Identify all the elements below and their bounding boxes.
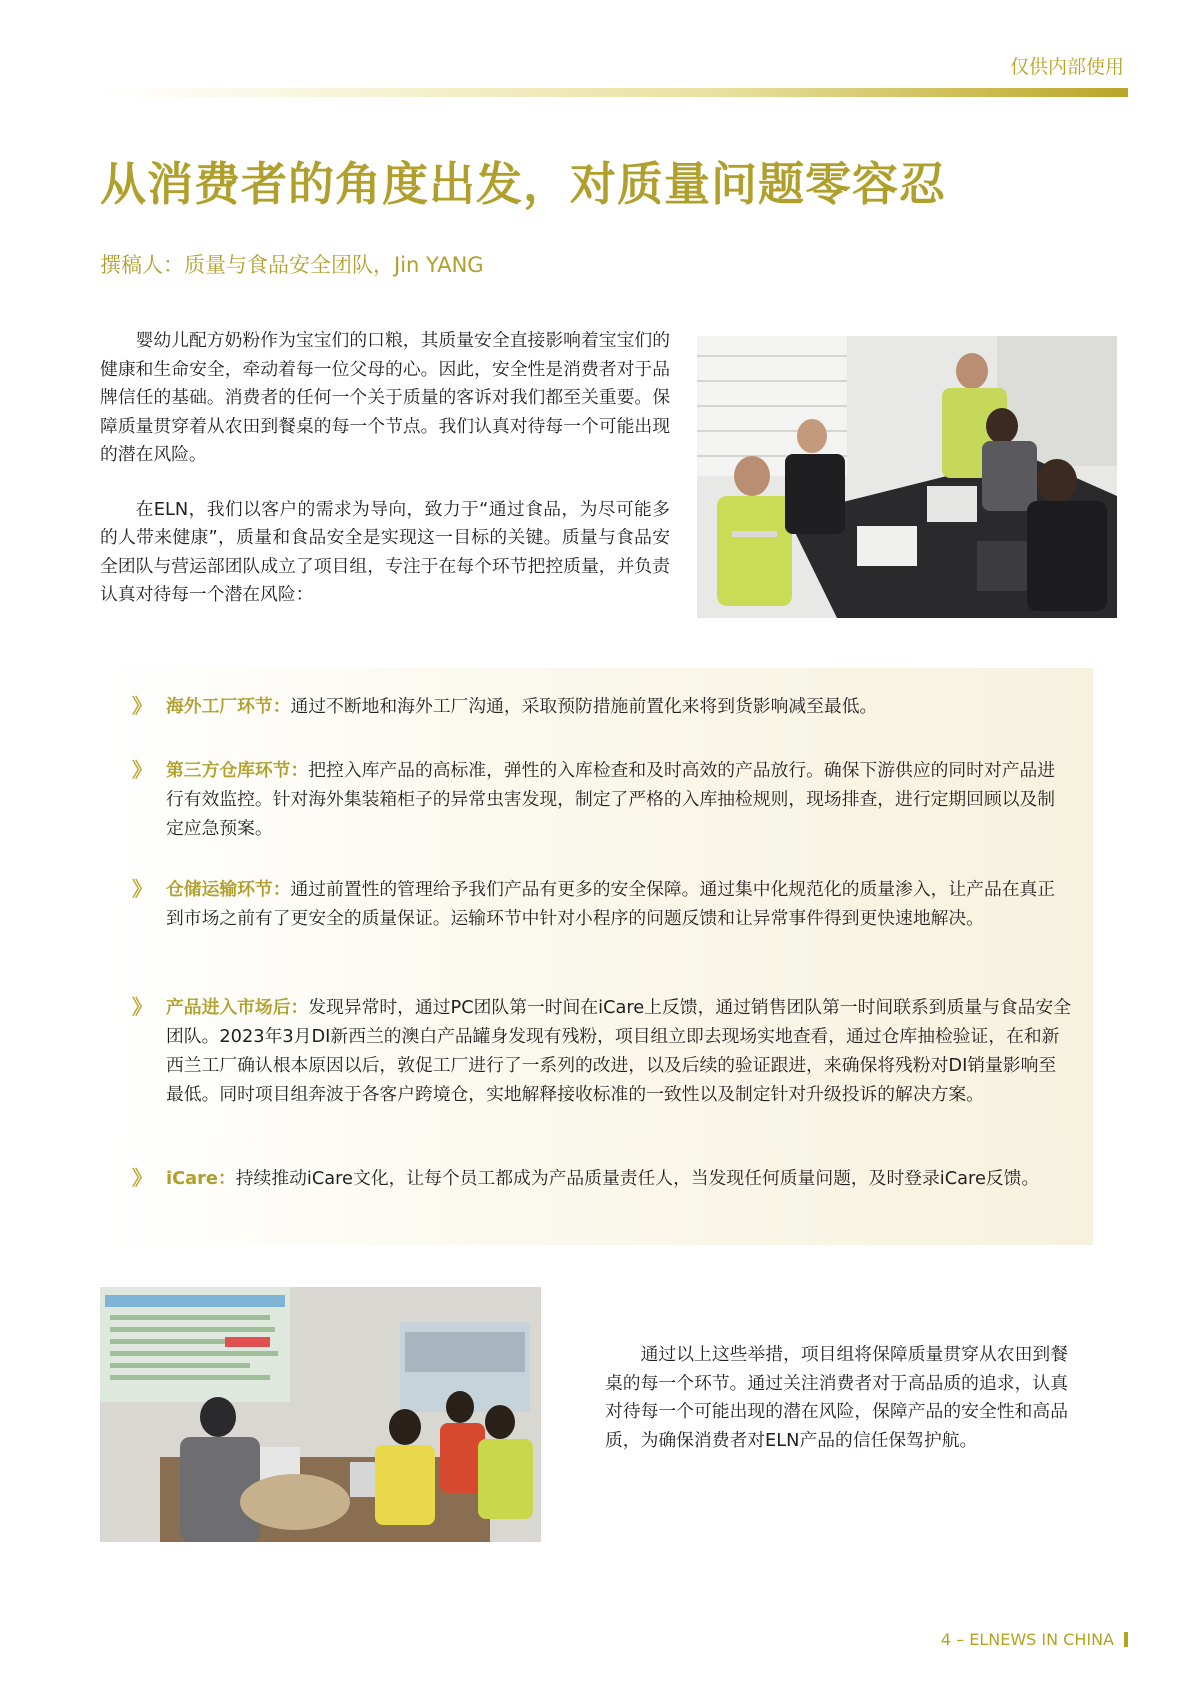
intro-paragraph: 婴幼儿配方奶粉作为宝宝们的口粮，其质量安全直接影响着宝宝们的健康和生命安全，牵动着每一位父母的心。因此，安全性是消费者对于品牌信任的基础。消费者的任何一个关于质量的客诉对我们都至关重要。保障质量贯穿着从农田到餐桌的每一个节点。我们认真对待每一个可能出现的潜在风险。	[100, 330, 670, 465]
internal-use-label: 仅供内部使用	[1009, 56, 1124, 78]
bullet-label: 仓储运输环节：	[166, 879, 291, 900]
closing-paragraph: 通过以上这些举措，项目组将保障质量贯穿从农田到餐桌的每一个环节。通过关注消费者对于高品质的追求，认真对待每一个可能出现的潜在风险，保障产品的安全性和高品质，为确保消费者对ELN产品的信任保驾护航。	[605, 1344, 1068, 1451]
meeting-photo	[697, 336, 1117, 618]
bullet-text: 通过前置性的管理给予我们产品有更多的安全保障。通过集中化规范化的质量渗入，让产品在真正到市场之前有了更安全的质量保证。运输环节中针对小程序的问题反馈和让异常事件得到更快速地解决。	[166, 879, 1056, 929]
bullet-label: 第三方仓库环节：	[166, 760, 309, 781]
list-item	[132, 875, 1071, 933]
bullet-text: 发现异常时，通过PC团队第一时间在iCare上反馈，通过销售团队第一时间联系到质量与食品安全团队。2023年3月DI新西兰的澳白产品罐身发现有残粉，项目组立即去现场实地查看，通过仓库抽检验证，在和新西兰工厂确认根本原因以后，敦促工厂进行了一系列的改进，以及后续的验证跟进，来确保将残粉对DI销量影响至最低。同时项目组奔波于各客户跨境仓，实地解释接收标准的一致性以及制定针对升级投诉的解决方案。	[166, 997, 1071, 1105]
chevron-right-icon: 》	[132, 694, 149, 718]
article-byline: 撰稿人：质量与食品安全团队，Jin YANG	[100, 253, 484, 277]
warehouse-office-photo-illustration	[100, 1287, 541, 1542]
bullet-label: 产品进入市场后：	[166, 997, 309, 1018]
bullet-text: 持续推动iCare文化，让每个员工都成为产品质量责任人，当发现任何质量问题，及时登录iCare反馈。	[235, 1168, 1040, 1189]
chevron-right-icon: 》	[132, 1166, 149, 1190]
warehouse-office-photo	[100, 1287, 541, 1542]
list-item	[132, 756, 1071, 843]
quality-steps-panel	[100, 668, 1093, 1245]
chevron-right-icon: 》	[132, 758, 149, 782]
chevron-right-icon: 》	[132, 877, 149, 901]
list-item	[132, 1164, 1071, 1193]
meeting-photo-illustration	[697, 336, 1117, 618]
list-item	[132, 692, 1071, 721]
list-item	[132, 993, 1071, 1109]
article-title: 从消费者的角度出发，对质量问题零容忍	[100, 157, 946, 211]
bullet-text: 把控入库产品的高标准，弹性的入库检查和及时高效的产品放行。确保下游供应的同时对产品进行有效监控。针对海外集装箱柜子的异常虫害发现，制定了严格的入库抽检规则，现场排查，进行定期回顾以及制定应急预案。	[166, 760, 1056, 839]
footer-bar	[1124, 1632, 1128, 1647]
bullet-text: 通过不断地和海外工厂沟通，采取预防措施前置化来将到货影响减至最低。	[290, 696, 878, 717]
chevron-right-icon: 》	[132, 995, 149, 1019]
bullet-label: 海外工厂环节：	[166, 696, 291, 717]
intro-text	[100, 327, 670, 636]
bullet-label: iCare：	[166, 1168, 236, 1189]
header-gradient-rule	[100, 88, 1128, 97]
footer-page-label: 4 – ELNEWS IN CHINA	[940, 1630, 1114, 1649]
page-footer	[941, 1630, 1128, 1649]
intro-paragraph: 在ELN，我们以客户的需求为导向，致力于“通过食品，为尽可能多的人带来健康”，质量和食品安全是实现这一目标的关键。质量与食品安全团队与营运部团队成立了项目组，专注于在每个环节把控质量，并负责认真对待每一个潜在风险：	[100, 498, 670, 605]
